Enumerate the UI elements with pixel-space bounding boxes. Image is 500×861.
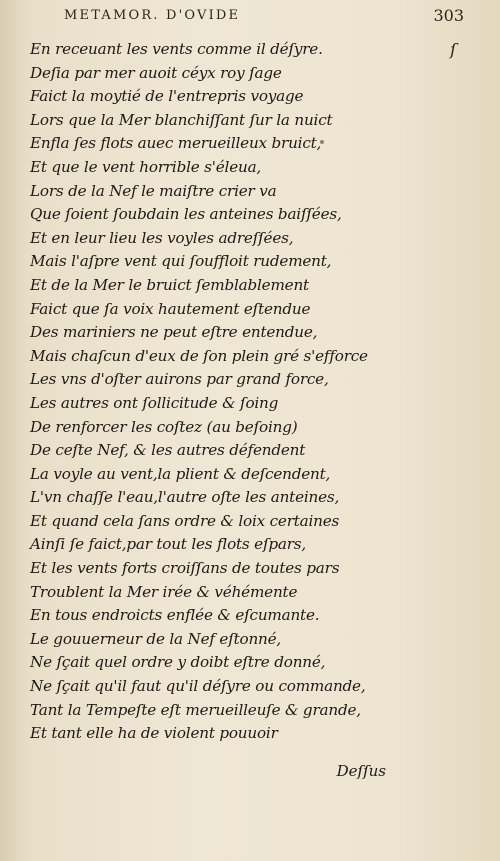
verse-line: Et tant elle ha de violent pouuoir: [30, 724, 278, 743]
verse-line: Ne ſçait quel ordre y doibt eſtre donné,: [30, 653, 326, 672]
verse-line: Les vns d'oſter auirons par grand force,: [30, 370, 329, 389]
verse-line: Troublent la Mer irée & véhémente: [30, 582, 298, 601]
verse-line: La voyle au vent,la plient & deſcendent,: [30, 464, 331, 483]
verse-line: Et quand cela ſans ordre & loix certaines: [30, 511, 340, 530]
verse-line: Mais chaſcun d'eux de ſon plein gré s'efforce: [30, 346, 368, 365]
catchword: Deſſus: [336, 762, 386, 780]
verse-line: Et en leur lieu les voyles adreſſées,: [30, 228, 294, 247]
verse-line: Et les vents forts croiſſans de toutes pars: [30, 559, 340, 578]
verse-line: Enfla ſes flots auec merueilleux bruict,: [30, 134, 322, 153]
verse-line: Des mariniers ne peut eſtre entendue,: [30, 323, 318, 342]
verse-line: En receuant les vents comme il déſyre.: [30, 40, 323, 58]
verse-line: Deſia par mer auoit céyx roy ſage: [30, 63, 282, 82]
verse-line: Mais l'aſpre vent qui ſouffloit rudement,: [30, 252, 332, 271]
verse-block: [30, 38, 470, 746]
verse-line: De ceſte Nef, & les autres défendent: [30, 441, 306, 460]
verse-line: Et que le vent horrible s'éleua,: [30, 157, 262, 176]
page-number: 303: [433, 6, 464, 25]
verse-line: Que ſoient ſoubdain les anteines baiſſées,: [30, 205, 342, 224]
verse-line: De renforcer les coſtez (au beſoing): [30, 417, 298, 436]
margin-mark: ſ: [450, 40, 456, 59]
verse-line: Tant la Tempeſte eſt merueilleuſe & grande,: [30, 700, 361, 719]
verse-line: Les autres ont ſollicitude & ſoing: [30, 393, 279, 412]
verse-line: Et de la Mer le bruict ſemblablement: [30, 275, 309, 294]
verse-line: Lors de la Nef le maiſtre crier va: [30, 181, 277, 200]
verse-line: Ainſi ſe faict,par tout les flots eſpars,: [30, 535, 307, 554]
verse-line: Ne ſçait qu'il faut qu'il déſyre ou commande,: [30, 677, 366, 696]
verse-line: Le gouuerneur de la Nef eſtonné,: [30, 629, 282, 648]
page-header: [64, 6, 464, 28]
running-head: METAMOR. D'OVIDE: [64, 8, 241, 23]
verse-line: Lors que la Mer blanchiſſant ſur la nuict: [30, 110, 333, 129]
verse-line: L'vn chaſſe l'eau,l'autre oſte les anteines,: [30, 488, 340, 507]
verse-line: En tous endroicts enflée & eſcumante.: [30, 606, 320, 625]
verse-line: Faict que ſa voix hautement eſtendue: [30, 299, 311, 318]
verse-line: Faict la moytié de l'entrepris voyage: [30, 87, 304, 106]
